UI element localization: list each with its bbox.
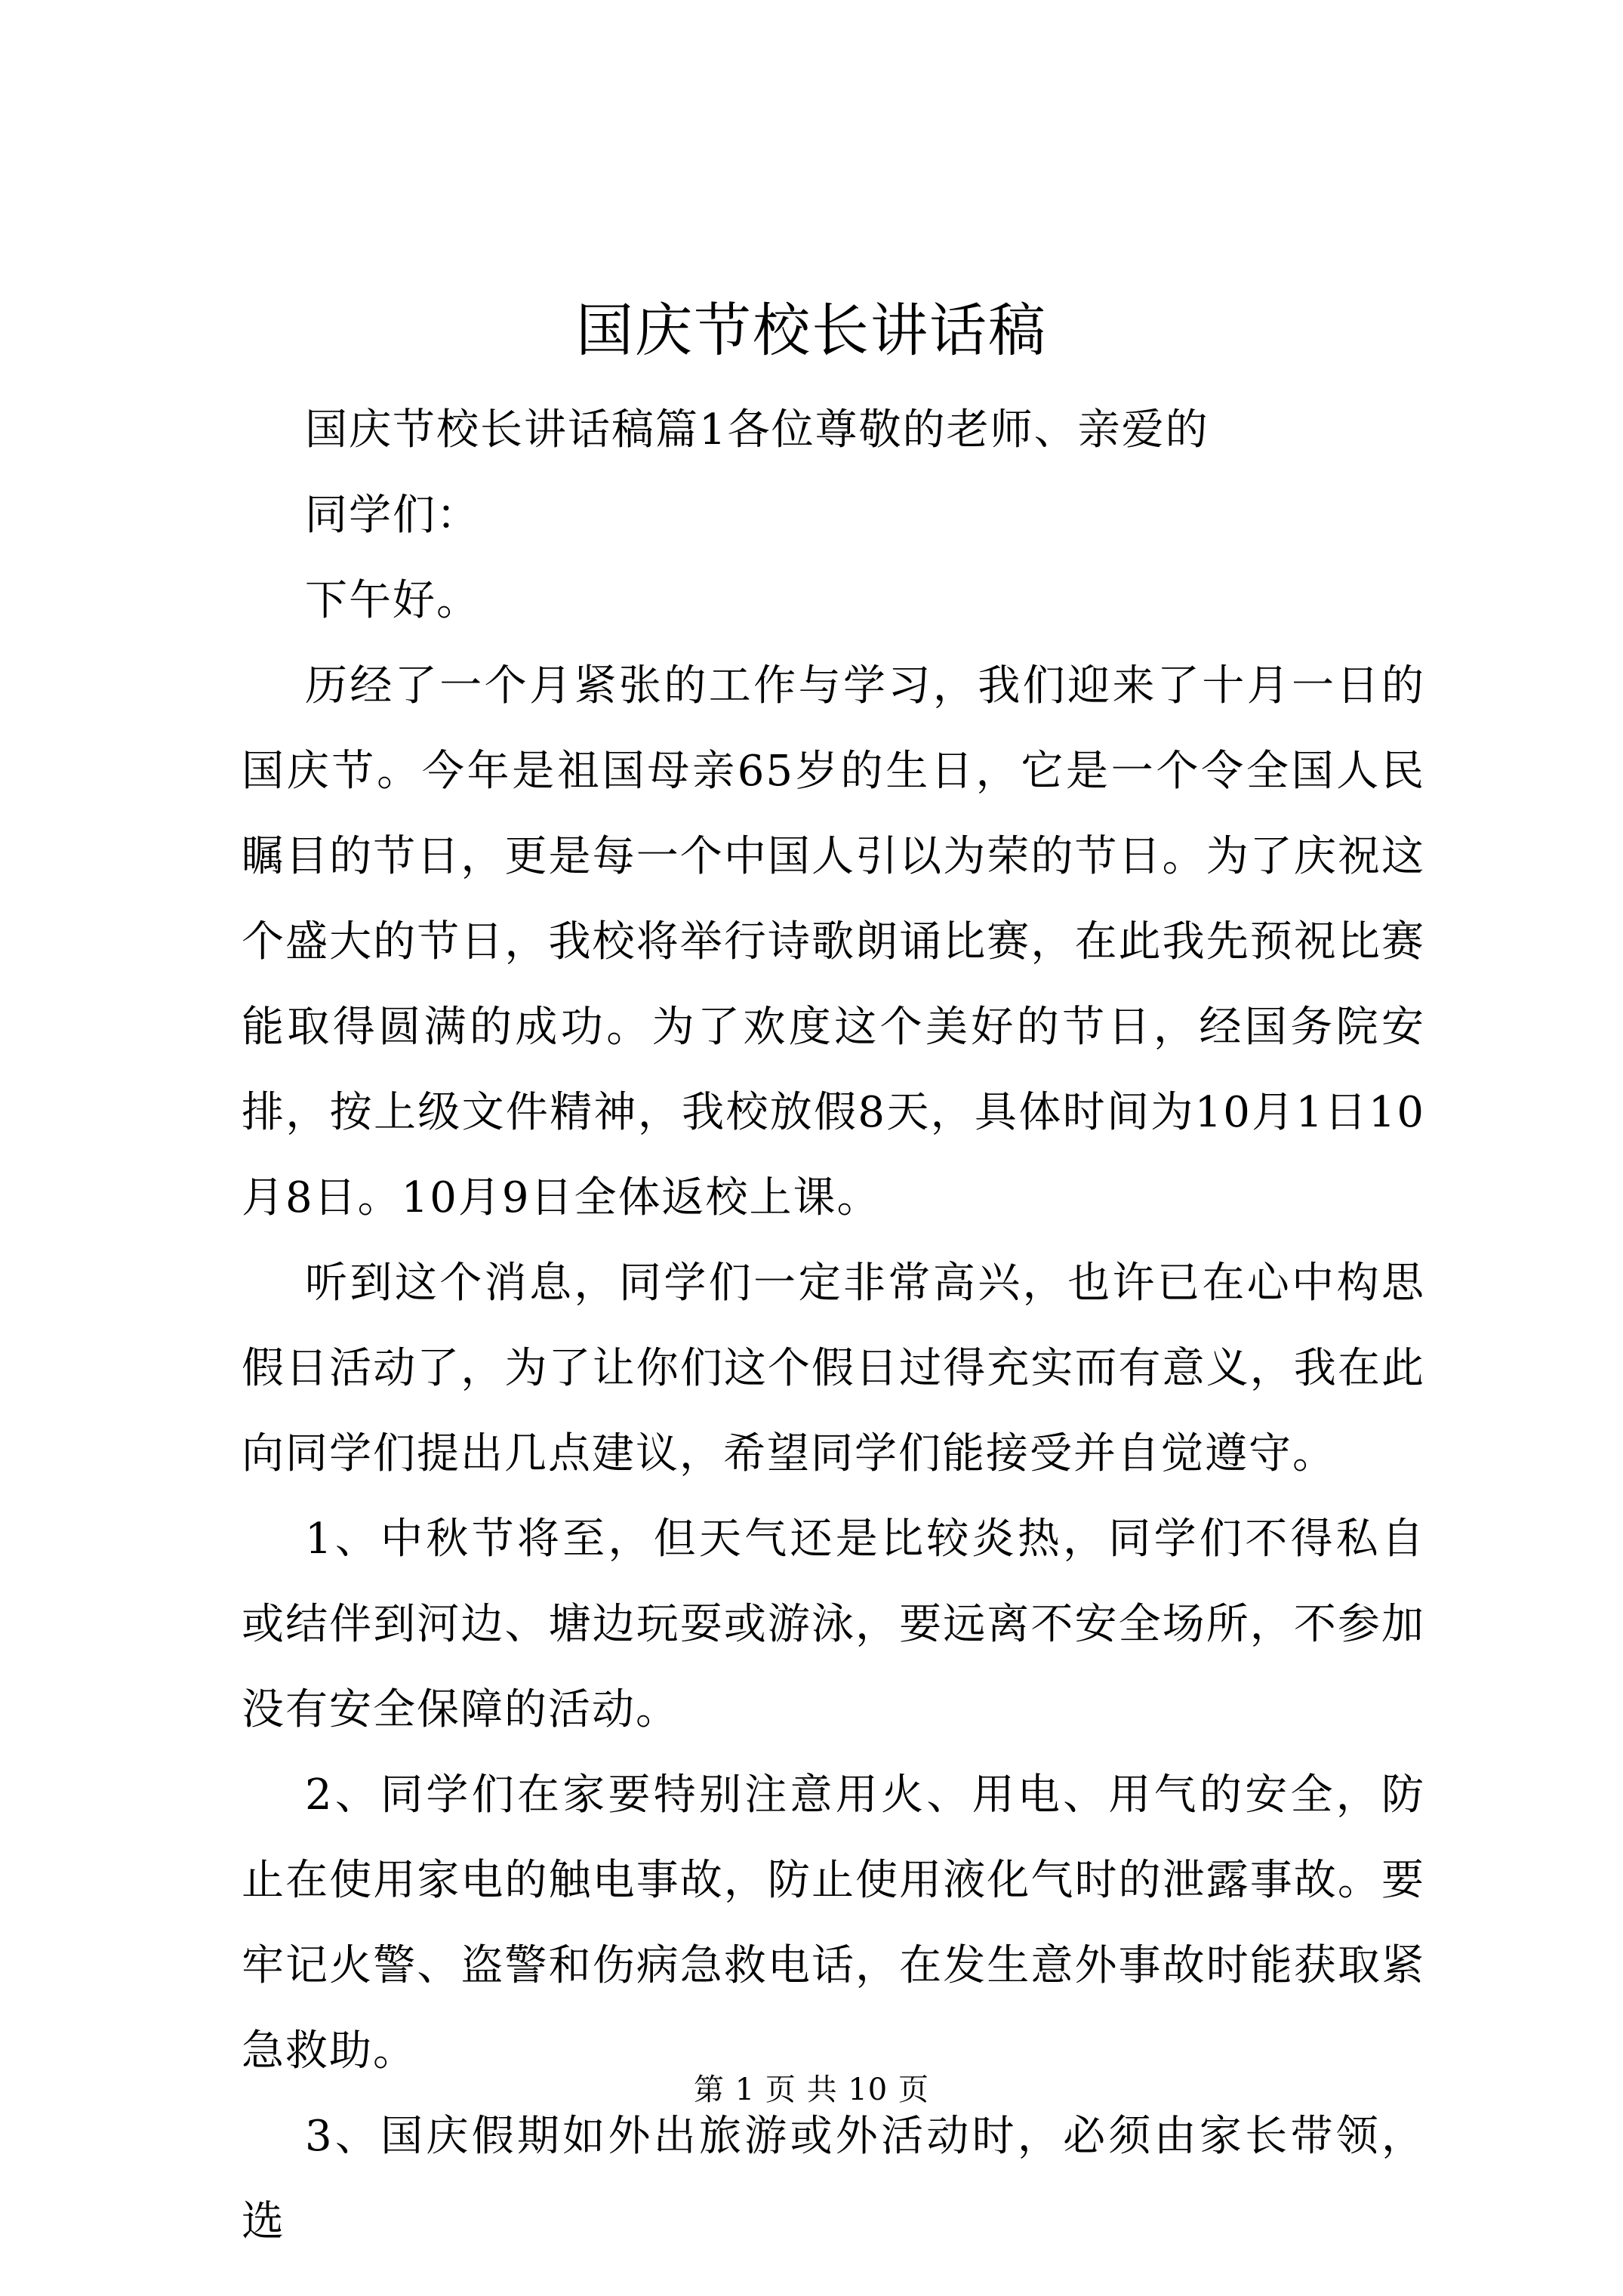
paragraph: 同学们： [305, 491, 480, 540]
paragraph: 听到这个消息，同学们一定非常高兴，也许已在心中构思假日活动了，为了让你们这个假日过得充实而有意义，我在此向同学们提出几点建议，希望同学们能接受并自觉遵守。 [242, 1259, 1425, 1478]
document-title: 国庆节校长讲话稿 [576, 297, 1047, 364]
paragraph: 3、国庆假期如外出旅游或外活动时，必须由家长带领，选 [242, 2112, 1425, 2246]
document-body [242, 387, 1425, 2264]
paragraph: 国庆节校长讲话稿篇1各位尊敬的老师、亲爱的 [305, 405, 1209, 455]
paragraph: 2、同学们在家要特别注意用火、用电、用气的安全，防止在使用家电的触电事故，防止使用液化气时的泄露事故。要牢记火警、盗警和伤病急救电话，在发生意外事故时能获取紧急救助。 [242, 1771, 1425, 2076]
paragraph: 下午好。 [305, 576, 480, 625]
paragraph: 1、中秋节将至，但天气还是比较炎热，同学们不得私自或结伴到河边、塘边玩耍或游泳，要远离不安全场所，不参加没有安全保障的活动。 [242, 1515, 1425, 1734]
paragraph: 历经了一个月紧张的工作与学习，我们迎来了十月一日的国庆节。今年是祖国母亲65岁的生日，它是一个令全国人民瞩目的节日，更是每一个中国人引以为荣的节日。为了庆祝这个盛大的节日，我校将举行诗歌朗诵比赛，在此我先预祝比赛能取得圆满的成功。为了欢度这个美好的节日，经国务院安排，按上级文件精神，我校放假8天，具体时间为10月1日10月8日。10月9日全体返校上课。 [242, 661, 1425, 1222]
page-footer: 第 1 页 共 10 页 [694, 2073, 929, 2107]
